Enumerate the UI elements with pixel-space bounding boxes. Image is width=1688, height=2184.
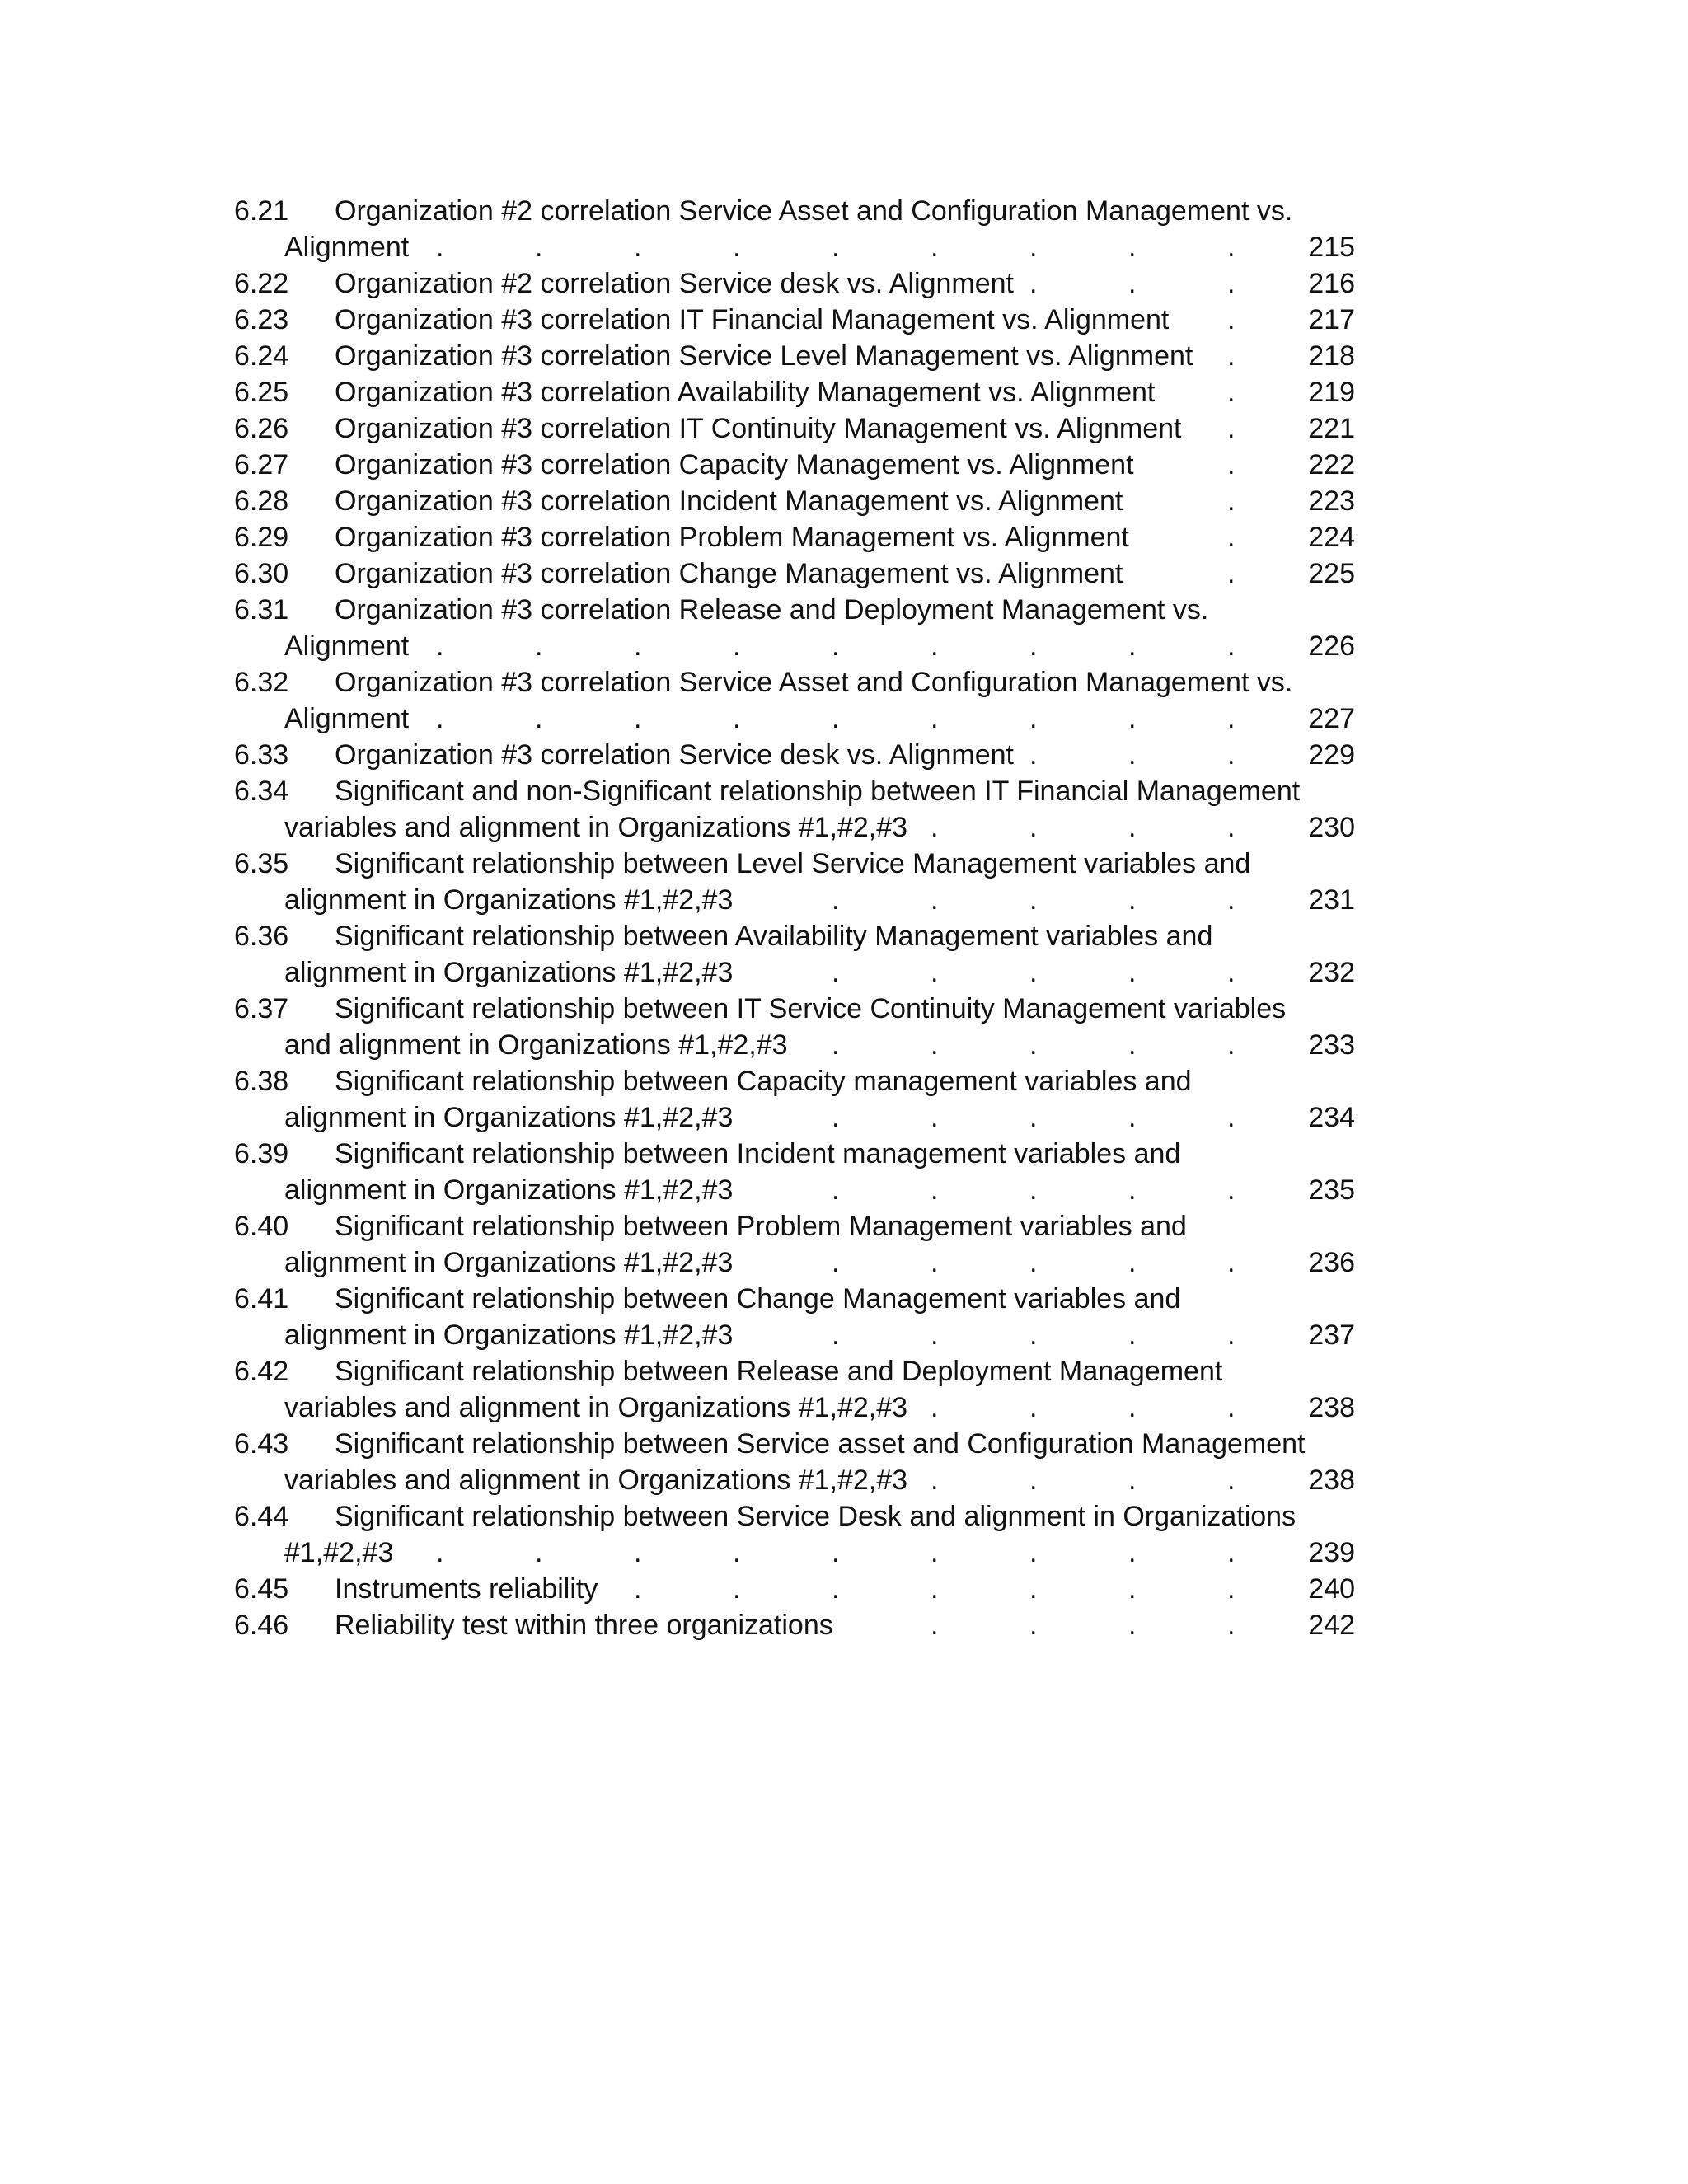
entry-number: 6.36 — [234, 921, 289, 952]
leader-dot: . — [1128, 1174, 1137, 1206]
toc-entry[interactable] — [234, 265, 1388, 302]
toc-line — [234, 1426, 1388, 1462]
page-number: 238 — [1308, 1465, 1355, 1496]
leader-dot: . — [1128, 232, 1137, 263]
toc-entry[interactable] — [234, 1063, 1388, 1136]
toc-entry[interactable] — [234, 1136, 1388, 1208]
leader-dot: . — [832, 703, 840, 734]
toc-entry[interactable] — [234, 1498, 1388, 1571]
leader-dot: . — [931, 630, 939, 662]
entry-title: Significant relationship between IT Service Continuity Management variables — [335, 993, 1287, 1024]
leader-dot: . — [1029, 1029, 1038, 1061]
leader-dot: . — [832, 1029, 840, 1061]
entry-title: and alignment in Organizations #1,#2,#3 — [284, 1029, 788, 1061]
toc-line — [234, 1462, 1388, 1498]
leader-dot: . — [931, 1102, 939, 1133]
leader-dot: . — [1227, 449, 1236, 480]
leader-dot: . — [931, 1392, 939, 1423]
entry-title: Organization #2 correlation Service Asset and Configuration Management vs. — [335, 195, 1293, 227]
leader-dot: . — [1029, 1610, 1038, 1641]
entry-number: 6.38 — [234, 1066, 289, 1097]
entry-number: 6.35 — [234, 848, 289, 879]
leader-dot: . — [832, 1102, 840, 1133]
toc-entry[interactable] — [234, 592, 1388, 664]
leader-dot: . — [1227, 1319, 1236, 1351]
leader-dot: . — [1029, 1392, 1038, 1423]
toc-entry[interactable] — [234, 447, 1388, 483]
leader-dot: . — [832, 1573, 840, 1605]
leader-dot: . — [535, 703, 543, 734]
entry-title: variables and alignment in Organizations #1,#2,#3 — [284, 812, 908, 843]
leader-dot: . — [1029, 1102, 1038, 1133]
entry-number: 6.34 — [234, 776, 289, 807]
toc-line — [234, 519, 1388, 555]
leader-dot: . — [1227, 703, 1236, 734]
entry-title: Reliability test within three organizations — [335, 1610, 833, 1641]
leader-dot: . — [1029, 1537, 1038, 1568]
leader-dot: . — [436, 703, 444, 734]
entry-number: 6.42 — [234, 1356, 289, 1387]
toc-line — [234, 882, 1388, 918]
toc-line — [234, 1136, 1388, 1172]
leader-dot: . — [733, 630, 741, 662]
leader-dot: . — [1128, 1029, 1137, 1061]
toc-line — [234, 1099, 1388, 1136]
page-number: 222 — [1308, 449, 1355, 480]
toc-entry[interactable] — [234, 483, 1388, 519]
leader-dot: . — [1227, 558, 1236, 589]
entry-title: alignment in Organizations #1,#2,#3 — [284, 957, 734, 988]
page-number: 229 — [1308, 739, 1355, 771]
toc-entry[interactable] — [234, 664, 1388, 737]
entry-title: Alignment — [284, 630, 410, 662]
entry-title: Organization #3 correlation Service desk vs. Alignment — [335, 739, 1014, 771]
leader-dot: . — [1227, 413, 1236, 444]
entry-number: 6.37 — [234, 993, 289, 1024]
entry-title: Organization #3 correlation Service Asset and Configuration Management vs. — [335, 667, 1293, 698]
toc-line — [234, 701, 1388, 737]
toc-entry[interactable] — [234, 737, 1388, 773]
toc-line — [234, 1027, 1388, 1063]
page-number: 237 — [1308, 1319, 1355, 1351]
leader-dot: . — [634, 1537, 642, 1568]
leader-dot: . — [1227, 304, 1236, 335]
page-number: 226 — [1308, 630, 1355, 662]
leader-dot: . — [832, 1174, 840, 1206]
leader-dot: . — [1029, 957, 1038, 988]
leader-dot: . — [1227, 268, 1236, 299]
leader-dot: . — [1227, 1573, 1236, 1605]
toc-line — [234, 1281, 1388, 1317]
toc-entry[interactable] — [234, 991, 1388, 1063]
leader-dot: . — [436, 1537, 444, 1568]
entry-title: Significant relationship between Service Desk and alignment in Organizations — [335, 1501, 1296, 1532]
toc-line — [234, 773, 1388, 809]
entry-title: variables and alignment in Organizations #1,#2,#3 — [284, 1392, 908, 1423]
leader-dot: . — [1128, 884, 1137, 916]
entry-number: 6.21 — [234, 195, 289, 227]
leader-dot: . — [1227, 812, 1236, 843]
entry-title: Organization #3 correlation Release and Deployment Management vs. — [335, 594, 1209, 626]
leader-dot: . — [931, 957, 939, 988]
leader-dot: . — [436, 232, 444, 263]
leader-dot: . — [832, 1537, 840, 1568]
leader-dot: . — [1227, 1610, 1236, 1641]
leader-dot: . — [1227, 1247, 1236, 1278]
toc-line — [234, 846, 1388, 882]
toc-line — [234, 1172, 1388, 1208]
toc-entry[interactable] — [234, 519, 1388, 555]
page-number: 224 — [1308, 522, 1355, 553]
table-of-contents — [234, 193, 1388, 1643]
leader-dot: . — [1227, 232, 1236, 263]
entry-number: 6.31 — [234, 594, 289, 626]
leader-dot: . — [1029, 1319, 1038, 1351]
leader-dot: . — [535, 1537, 543, 1568]
leader-dot: . — [1029, 630, 1038, 662]
toc-line — [234, 302, 1388, 338]
toc-entry[interactable] — [234, 410, 1388, 447]
page-number: 239 — [1308, 1537, 1355, 1568]
entry-title: alignment in Organizations #1,#2,#3 — [284, 1102, 734, 1133]
entry-number: 6.25 — [234, 377, 289, 408]
toc-entry[interactable] — [234, 918, 1388, 991]
page-number: 235 — [1308, 1174, 1355, 1206]
toc-entry[interactable] — [234, 302, 1388, 338]
toc-entry[interactable] — [234, 1607, 1388, 1643]
entry-number: 6.27 — [234, 449, 289, 480]
leader-dot: . — [1227, 1392, 1236, 1423]
entry-number: 6.30 — [234, 558, 289, 589]
toc-line — [234, 1535, 1388, 1571]
leader-dot: . — [1227, 340, 1236, 372]
leader-dot: . — [931, 1174, 939, 1206]
toc-line — [234, 1571, 1388, 1607]
leader-dot: . — [832, 884, 840, 916]
toc-line — [234, 1244, 1388, 1281]
leader-dot: . — [733, 1537, 741, 1568]
entry-title: Significant relationship between Level Service Management variables and — [335, 848, 1251, 879]
entry-title: Significant relationship between Service asset and Configuration Management — [335, 1428, 1306, 1460]
entry-title: variables and alignment in Organizations #1,#2,#3 — [284, 1465, 908, 1496]
leader-dot: . — [733, 1573, 741, 1605]
leader-dot: . — [1227, 377, 1236, 408]
toc-line — [234, 483, 1388, 519]
leader-dot: . — [1029, 739, 1038, 771]
toc-entry[interactable] — [234, 846, 1388, 918]
toc-line — [234, 809, 1388, 846]
page-number: 225 — [1308, 558, 1355, 589]
leader-dot: . — [931, 232, 939, 263]
entry-title: Organization #3 correlation Capacity Management vs. Alignment — [335, 449, 1134, 480]
leader-dot: . — [1029, 1573, 1038, 1605]
entry-title: Significant relationship between Capacity management variables and — [335, 1066, 1192, 1097]
toc-entry[interactable] — [234, 1353, 1388, 1426]
leader-dot: . — [1128, 1465, 1137, 1496]
leader-dot: . — [535, 232, 543, 263]
leader-dot: . — [1128, 1247, 1137, 1278]
entry-title: alignment in Organizations #1,#2,#3 — [284, 1174, 734, 1206]
page-number: 233 — [1308, 1029, 1355, 1061]
toc-entry[interactable] — [234, 374, 1388, 410]
page-number: 217 — [1308, 304, 1355, 335]
toc-line — [234, 954, 1388, 991]
leader-dot: . — [634, 1573, 642, 1605]
page-number: 216 — [1308, 268, 1355, 299]
toc-line — [234, 555, 1388, 592]
entry-number: 6.40 — [234, 1211, 289, 1242]
leader-dot: . — [931, 1573, 939, 1605]
toc-line — [234, 1063, 1388, 1099]
entry-title: Alignment — [284, 232, 410, 263]
leader-dot: . — [832, 232, 840, 263]
leader-dot: . — [1029, 268, 1038, 299]
leader-dot: . — [832, 1319, 840, 1351]
leader-dot: . — [832, 1247, 840, 1278]
entry-number: 6.22 — [234, 268, 289, 299]
page-number: 230 — [1308, 812, 1355, 843]
toc-entry[interactable] — [234, 555, 1388, 592]
entry-number: 6.39 — [234, 1138, 289, 1169]
toc-line — [234, 592, 1388, 628]
leader-dot: . — [634, 703, 642, 734]
toc-entry[interactable] — [234, 1426, 1388, 1498]
leader-dot: . — [1227, 1174, 1236, 1206]
leader-dot: . — [733, 703, 741, 734]
entry-number: 6.28 — [234, 485, 289, 517]
leader-dot: . — [733, 232, 741, 263]
entry-title: Significant relationship between Availability Management variables and — [335, 921, 1213, 952]
page-number: 242 — [1308, 1610, 1355, 1641]
leader-dot: . — [1029, 812, 1038, 843]
toc-line — [234, 338, 1388, 374]
toc-entry[interactable] — [234, 773, 1388, 846]
toc-line — [234, 1498, 1388, 1535]
entry-title: Organization #2 correlation Service desk vs. Alignment — [335, 268, 1014, 299]
entry-number: 6.23 — [234, 304, 289, 335]
leader-dot: . — [931, 1247, 939, 1278]
toc-line — [234, 918, 1388, 954]
leader-dot: . — [1128, 812, 1137, 843]
leader-dot: . — [1227, 1029, 1236, 1061]
leader-dot: . — [931, 812, 939, 843]
leader-dot: . — [1029, 1174, 1038, 1206]
leader-dot: . — [1128, 1537, 1137, 1568]
leader-dot: . — [931, 1537, 939, 1568]
page-number: 234 — [1308, 1102, 1355, 1133]
leader-dot: . — [1227, 522, 1236, 553]
leader-dot: . — [832, 630, 840, 662]
leader-dot: . — [1128, 739, 1137, 771]
page-number: 215 — [1308, 232, 1355, 263]
entry-title: Organization #3 correlation IT Continuity Management vs. Alignment — [335, 413, 1182, 444]
entry-title: Organization #3 correlation Incident Management vs. Alignment — [335, 485, 1123, 517]
leader-dot: . — [1029, 884, 1038, 916]
entry-title: alignment in Organizations #1,#2,#3 — [284, 884, 734, 916]
entry-number: 6.26 — [234, 413, 289, 444]
entry-title: Significant and non-Significant relationship between IT Financial Management — [335, 776, 1301, 807]
leader-dot: . — [931, 703, 939, 734]
leader-dot: . — [634, 630, 642, 662]
toc-line — [234, 1390, 1388, 1426]
page-number: 232 — [1308, 957, 1355, 988]
toc-line — [234, 374, 1388, 410]
leader-dot: . — [931, 1319, 939, 1351]
toc-line — [234, 193, 1388, 229]
toc-line — [234, 1607, 1388, 1643]
page-number: 238 — [1308, 1392, 1355, 1423]
page-number: 227 — [1308, 703, 1355, 734]
leader-dot: . — [1128, 1573, 1137, 1605]
toc-entry[interactable] — [234, 338, 1388, 374]
leader-dot: . — [1227, 1102, 1236, 1133]
toc-line — [234, 1317, 1388, 1353]
entry-number: 6.29 — [234, 522, 289, 553]
entry-title: alignment in Organizations #1,#2,#3 — [284, 1247, 734, 1278]
entry-number: 6.44 — [234, 1501, 289, 1532]
leader-dot: . — [931, 1465, 939, 1496]
leader-dot: . — [1029, 232, 1038, 263]
entry-number: 6.24 — [234, 340, 289, 372]
page-number: 223 — [1308, 485, 1355, 517]
leader-dot: . — [931, 1029, 939, 1061]
entry-title: Organization #3 correlation Service Level Management vs. Alignment — [335, 340, 1193, 372]
leader-dot: . — [1128, 1319, 1137, 1351]
entry-number: 6.45 — [234, 1573, 289, 1605]
leader-dot: . — [832, 957, 840, 988]
page-number: 219 — [1308, 377, 1355, 408]
page-number: 231 — [1308, 884, 1355, 916]
leader-dot: . — [1128, 1610, 1137, 1641]
leader-dot: . — [1227, 884, 1236, 916]
leader-dot: . — [931, 1610, 939, 1641]
toc-line — [234, 628, 1388, 664]
entry-title: Significant relationship between Change Management variables and — [335, 1283, 1181, 1315]
toc-entry[interactable] — [234, 193, 1388, 265]
entry-title: Organization #3 correlation Change Management vs. Alignment — [335, 558, 1123, 589]
toc-line — [234, 265, 1388, 302]
page-number: 221 — [1308, 413, 1355, 444]
entry-title: Significant relationship between Release and Deployment Management — [335, 1356, 1223, 1387]
toc-line — [234, 1208, 1388, 1244]
entry-title: Instruments reliability — [335, 1573, 598, 1605]
leader-dot: . — [634, 232, 642, 263]
entry-title: Organization #3 correlation IT Financial Management vs. Alignment — [335, 304, 1170, 335]
leader-dot: . — [1227, 485, 1236, 517]
leader-dot: . — [1128, 703, 1137, 734]
page-number: 218 — [1308, 340, 1355, 372]
entry-title: Organization #3 correlation Availability Management vs. Alignment — [335, 377, 1156, 408]
entry-number: 6.43 — [234, 1428, 289, 1460]
entry-title: Significant relationship between Problem Management variables and — [335, 1211, 1187, 1242]
leader-dot: . — [1227, 1537, 1236, 1568]
toc-line — [234, 229, 1388, 265]
leader-dot: . — [535, 630, 543, 662]
leader-dot: . — [1227, 1465, 1236, 1496]
page-number: 240 — [1308, 1573, 1355, 1605]
entry-number: 6.41 — [234, 1283, 289, 1315]
page-number: 236 — [1308, 1247, 1355, 1278]
toc-line — [234, 737, 1388, 773]
leader-dot: . — [1029, 1465, 1038, 1496]
entry-title: alignment in Organizations #1,#2,#3 — [284, 1319, 734, 1351]
leader-dot: . — [1029, 703, 1038, 734]
toc-entry[interactable] — [234, 1571, 1388, 1607]
leader-dot: . — [1128, 1102, 1137, 1133]
entry-title: Significant relationship between Incident management variables and — [335, 1138, 1181, 1169]
toc-entry[interactable] — [234, 1208, 1388, 1281]
entry-title: #1,#2,#3 — [284, 1537, 394, 1568]
entry-title: Organization #3 correlation Problem Management vs. Alignment — [335, 522, 1129, 553]
leader-dot: . — [1128, 1392, 1137, 1423]
toc-line — [234, 410, 1388, 447]
toc-line — [234, 991, 1388, 1027]
entry-number: 6.46 — [234, 1610, 289, 1641]
toc-entry[interactable] — [234, 1281, 1388, 1353]
leader-dot: . — [1227, 957, 1236, 988]
leader-dot: . — [1227, 739, 1236, 771]
leader-dot: . — [1128, 268, 1137, 299]
leader-dot: . — [1227, 630, 1236, 662]
leader-dot: . — [1128, 630, 1137, 662]
toc-line — [234, 447, 1388, 483]
entry-title: Alignment — [284, 703, 410, 734]
entry-number: 6.33 — [234, 739, 289, 771]
toc-line — [234, 1353, 1388, 1390]
toc-line — [234, 664, 1388, 701]
leader-dot: . — [1128, 957, 1137, 988]
leader-dot: . — [1029, 1247, 1038, 1278]
leader-dot: . — [931, 884, 939, 916]
leader-dot: . — [436, 630, 444, 662]
entry-number: 6.32 — [234, 667, 289, 698]
